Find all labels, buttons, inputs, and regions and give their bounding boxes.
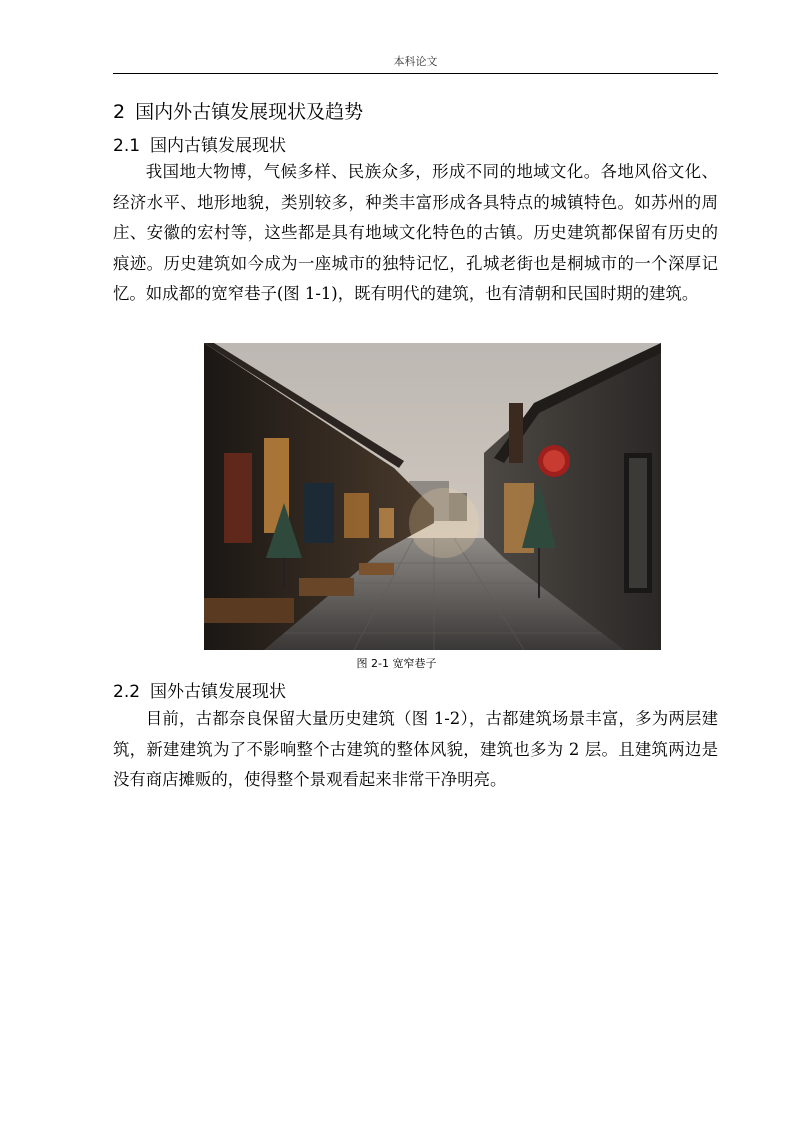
subsection-number: 2.2: [113, 682, 141, 702]
section-number: 2: [113, 101, 126, 123]
subsection-number: 2.1: [113, 136, 141, 156]
subsection-heading-2-2: [113, 677, 286, 702]
subsection-title: 国内古镇发展现状: [150, 136, 287, 156]
alley-photo: [204, 343, 661, 650]
section-title: 国内外古镇发展现状及趋势: [135, 101, 364, 123]
subsection-title: 国外古镇发展现状: [150, 682, 287, 702]
section-heading: [113, 97, 363, 124]
header-rule: [113, 73, 718, 74]
figure-caption: 图 2-1 宽窄巷子: [356, 657, 437, 670]
subsection-heading-2-1: [113, 131, 286, 156]
body-paragraph-2-1: 我国地大物博，气候多样、民族众多，形成不同的地域文化。各地风俗文化、经济水平、地形地貌，类别较多，种类丰富形成各具特点的城镇特色。如苏州的周庄、安徽的宏村等，这些都是具有地域文化特色的古镇。历史建筑都保留有历史的痕迹。历史建筑如今成为一座城市的独特记忆，孔城老街也是桐城市的一个深厚记忆。如成都的宽窄巷子(图 1-1)，既有明代的建筑，也有清朝和民国时期的建筑。: [113, 162, 718, 303]
body-paragraph-2-2: 目前，古都奈良保留大量历史建筑（图 1-2），古都建筑场景丰富，多为两层建筑，新建建筑为了不影响整个古建筑的整体风貌，建筑也多为 2 层。且建筑两边是没有商店摊贩的，使得整个景观看起来非常干净明亮。: [113, 709, 718, 789]
page-header: 本科论文: [393, 55, 438, 68]
